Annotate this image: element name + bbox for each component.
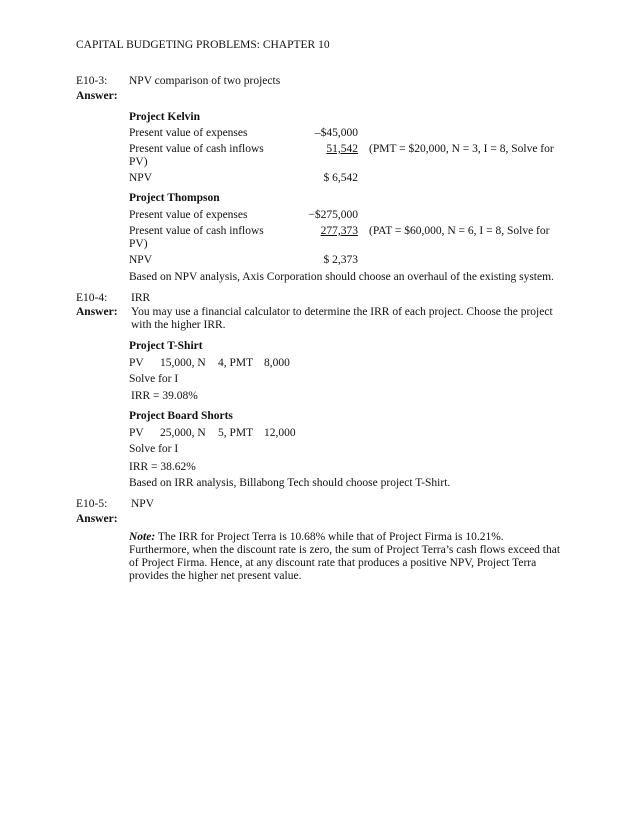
- exercise-id-e10-5: E10-5:: [76, 498, 108, 510]
- note-lead: Note:: [129, 531, 156, 543]
- e10-4-answer-line-1: You may use a financial calculator to determine the IRR of each project. Choose the project: [131, 306, 553, 318]
- board-pv-value: 25,000, N: [160, 427, 206, 439]
- project-tshirt-heading: Project T-Shirt: [129, 340, 203, 352]
- kelvin-pv-inflows-note: (PMT = $20,000, N = 3, I = 8, Solve for: [369, 143, 554, 155]
- board-n-value: 5, PMT: [218, 427, 254, 439]
- board-irr: IRR = 38.62%: [129, 461, 196, 473]
- kelvin-pv-inflows-label: Present value of cash inflows: [129, 143, 264, 155]
- tshirt-pmt-value: 8,000: [264, 357, 290, 369]
- e10-5-note-line-3: of Project Firma. Hence, at any discount rate that produces a positive NPV, Project Terra: [129, 557, 537, 569]
- thompson-npv-value: $ 2,373: [323, 254, 358, 266]
- project-kelvin-heading: Project Kelvin: [129, 111, 200, 123]
- thompson-pv-inflows-value: 277,373: [320, 225, 358, 237]
- thompson-pv-expenses-value: −$275,000: [308, 209, 358, 221]
- project-thompson-heading: Project Thompson: [129, 192, 220, 204]
- board-pmt-value: 12,000: [264, 427, 296, 439]
- exercise-title-e10-4: IRR: [131, 292, 151, 304]
- e10-3-conclusion: Based on NPV analysis, Axis Corporation should choose an overhaul of the existing system.: [129, 271, 554, 283]
- tshirt-pv-label: PV: [129, 357, 144, 369]
- kelvin-pv-expenses-value: –$45,000: [314, 127, 358, 139]
- tshirt-solve-for-i: Solve for I: [129, 373, 179, 385]
- tshirt-pv-value: 15,000, N: [160, 357, 206, 369]
- exercise-id-e10-4: E10-4:: [76, 292, 108, 304]
- note-text-1: The IRR for Project Terra is 10.68% while that of Project Firma is 10.21%.: [155, 531, 504, 543]
- kelvin-pv-inflows-value: 51,542: [326, 143, 358, 155]
- project-board-shorts-heading: Project Board Shorts: [129, 410, 233, 422]
- thompson-pv-inflows-note-cont: PV): [129, 238, 148, 250]
- e10-4-answer-line-2: with the higher IRR.: [131, 319, 226, 331]
- kelvin-npv-value: $ 6,542: [323, 172, 358, 184]
- thompson-pv-expenses-label: Present value of expenses: [129, 209, 248, 221]
- answer-label-e10-4: Answer:: [76, 306, 118, 318]
- e10-5-note-line-2: Furthermore, when the discount rate is zero, the sum of Project Terra’s cash flows exceed that: [129, 544, 561, 556]
- e10-5-note-line-4: provides the higher net present value.: [129, 570, 302, 582]
- tshirt-n-value: 4, PMT: [218, 357, 254, 369]
- thompson-pv-inflows-note: (PAT = $60,000, N = 6, I = 8, Solve for: [369, 225, 550, 237]
- answer-label-e10-3: Answer:: [76, 90, 118, 102]
- e10-4-conclusion: Based on IRR analysis, Billabong Tech should choose project T-Shirt.: [129, 477, 451, 489]
- exercise-title-e10-5: NPV: [131, 498, 155, 510]
- exercise-id-e10-3: E10-3:: [76, 75, 108, 87]
- page-header: CAPITAL BUDGETING PROBLEMS: CHAPTER 10: [76, 39, 330, 51]
- kelvin-npv-label: NPV: [129, 172, 153, 184]
- answer-label-e10-5: Answer:: [76, 513, 118, 525]
- thompson-npv-label: NPV: [129, 254, 153, 266]
- kelvin-pv-expenses-label: Present value of expenses: [129, 127, 248, 139]
- board-solve-for-i: Solve for I: [129, 443, 179, 455]
- thompson-pv-inflows-label: Present value of cash inflows: [129, 225, 264, 237]
- kelvin-pv-inflows-note-cont: PV): [129, 156, 148, 168]
- exercise-title-e10-3: NPV comparison of two projects: [129, 75, 281, 87]
- board-pv-label: PV: [129, 427, 144, 439]
- tshirt-irr: IRR = 39.08%: [131, 390, 198, 402]
